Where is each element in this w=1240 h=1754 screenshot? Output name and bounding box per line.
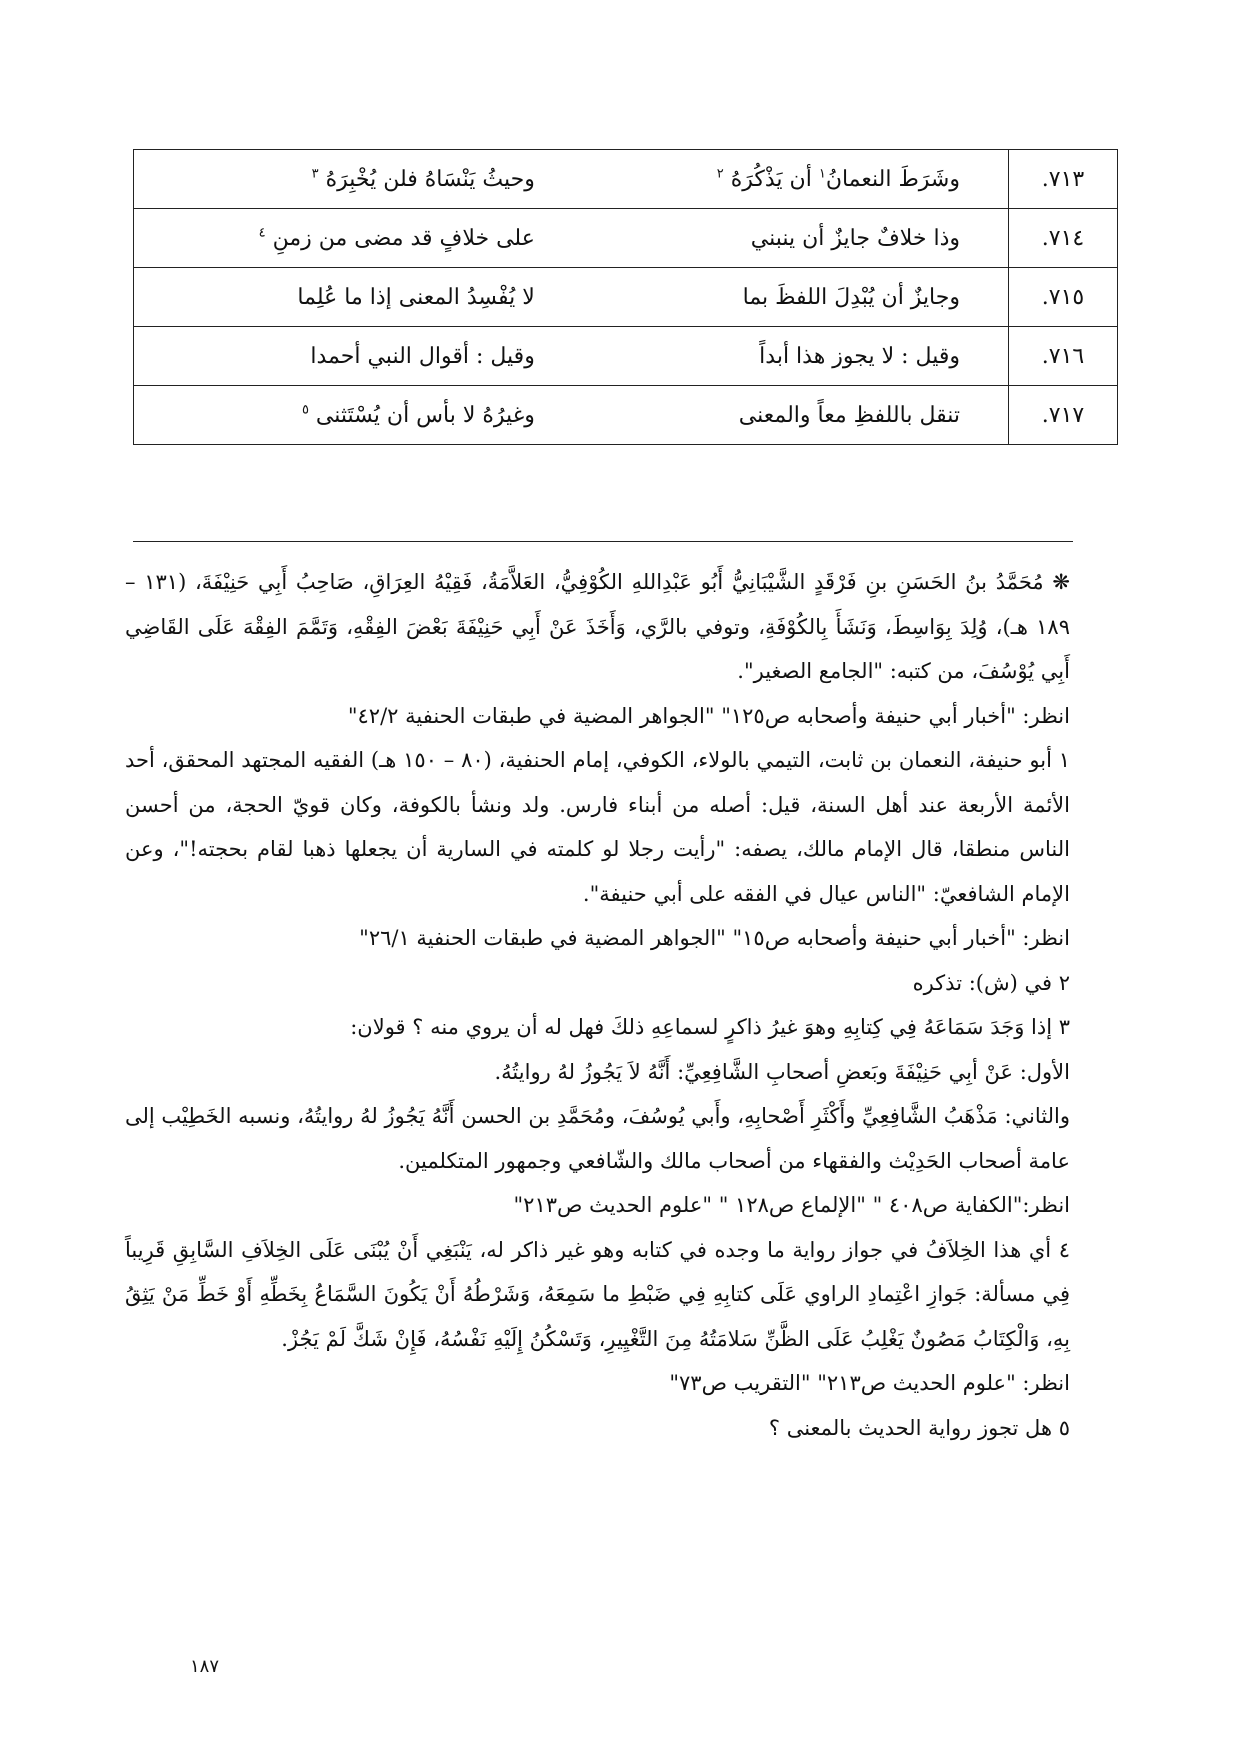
footnote-paragraph: انظر: "أخبار أبي حنيفة وأصحابه ص١٥" "الجواهر المضية في طبقات الحنفية ٢٦/١": [359, 926, 1070, 950]
footnote-paragraph: ٣ إذا وَجَدَ سَمَاعَهُ فِي كِتابِهِ وهوَ غيرُ ذاكرٍ لسماعِهِ ذلكَ فهل له أن يروي منه ؟ قولان:: [350, 1015, 1070, 1039]
verse-number: ٧١٧.: [1009, 386, 1118, 445]
footnote-separator: [133, 541, 1073, 542]
footnote-marker: ٥: [301, 402, 309, 418]
footnote-paragraph: ٥ هل تجوز رواية الحديث بالمعنى ؟: [768, 1415, 1070, 1440]
verse-row: [134, 209, 1118, 268]
footnote-paragraph: ١ أبو حنيفة، النعمان بن ثابت، التيمي بالولاء، الكوفي، إمام الحنفية، (٨٠ – ١٥٠ هـ) الفقيه المجتهد المحقق، أحد الأئمة الأربعة عند أهل السنة، قيل: أصله من أبناء فارس. ولد ونشأ بالكوفة، وكان قويّ الحجة، من أحسن الناس منطقا، قال الإمام مالك، يصفه: "رأيت رجلا لو كلمته في السارية أن يجعلها ذهبا لقام بحجته!"، وعن الإمام الشافعيّ: "الناس عيال في الفقه على أبي حنيفة".: [125, 748, 1070, 906]
verse-number: ٧١٦.: [1009, 327, 1118, 386]
poem-table: [133, 149, 1118, 445]
verse-first-hemistich: وذا خلافٌ جايزٌ أن ينبني: [615, 209, 1009, 268]
footnote-paragraph: والثاني: مَذْهَبُ الشَّافِعِيِّ وأَكْثَرِ أَصْحابِهِ، وأَبي يُوسُفَ، ومُحَمَّدِ بن الحسن أَنَّهُ يَجُوزُ لهُ روايتُهُ، ونسبه الخَطِيْب إلى عامة أصحاب الحَدِيْث والفقهاء من أصحاب مالك والشّافعي وجمهور المتكلمين.: [125, 1104, 1070, 1173]
verse-first-hemistich: وقيل : لا يجوز هذا أبداً: [615, 327, 1009, 386]
verse-row: [134, 150, 1118, 209]
verse-row: [134, 327, 1118, 386]
poem-rows: [134, 150, 1118, 445]
verse-first-hemistich: تنقل باللفظِ معاً والمعنى: [615, 386, 1009, 445]
footnote-paragraph: ٤ أي هذا الخِلاَفُ في جواز رواية ما وجده في كتابه وهو غير ذاكر له، يَنْبَغِي أَنْ يُبْنَى عَلَى الخِلاَفِ السَّابِقِ قَرِيباً فِي مسألة: جَوازِ اعْتِمادِ الراوي عَلَى كتابِهِ فِي ضَبْطِ ما سَمِعَهُ، وَشَرْطُهُ أَنْ يَكُونَ السَّمَاعُ بِخَطِّهِ أَوْ خَطِّ مَنْ يَثِقُ بِهِ، وَالْكِتَابُ مَصُونٌ يَغْلِبُ عَلَى الظَّنِّ سَلامَتُهُ مِنَ التَّغْيِيرِ، وَتَسْكُنُ إِلَيْهِ نَفْسُهُ، فَإِنْ شَكَّ لَمْ يَجُزْ.: [125, 1237, 1071, 1351]
verse-first-hemistich: وشَرَطَ النعمانُ$^١$ أن يَذْكُرَهُ $^٢$: [615, 150, 1009, 209]
verse-second-hemistich: وقيل : أقوال النبي أحمدا: [134, 327, 615, 386]
footnote-marker: ٢: [716, 166, 724, 182]
verse-row: [134, 386, 1118, 445]
footnote-paragraph: ❋ مُحَمَّدُ بنُ الحَسَنِ بنِ فَرْقَدٍ الشَّيْبَانِيُّ أَبُو عَبْدِاللهِ الكُوْفِيُّ، العَلاَّمَةُ، فَقِيْهُ العِرَاقِ، صَاحِبُ أَبِي حَنِيْفَةَ، (١٣١ – ١٨٩ هـ)، وُلِدَ بِوَاسِطَ، وَنَشَأَ بِالكُوْفَةِ، وتوفي بالرَّي، وَأَخَذَ عَنْ أَبِي حَنِيْفَةَ بَعْضَ الفِقْهِ، وَتَمَّمَ الفِقْهَ عَلَى القَاضِي أَبِي يُوْسُفَ، من كتبه: "الجامع الصغير".: [125, 570, 1070, 683]
footnote-marker: ٤: [258, 225, 266, 241]
verse-second-hemistich: لا يُفْسِدُ المعنى إذا ما عُلِما: [134, 268, 615, 327]
verse-number: ٧١٥.: [1009, 268, 1118, 327]
verse-first-hemistich: وجايزٌ أن يُبْدِلَ اللفظَ بما: [615, 268, 1009, 327]
page-number: ١٨٧: [190, 1656, 220, 1677]
footnotes-section: [125, 560, 1070, 1450]
verse-second-hemistich: على خلافٍ قد مضى من زمنِ $^٤$: [134, 209, 615, 268]
verse-number: ٧١٤.: [1009, 209, 1118, 268]
verse-second-hemistich: وحيثُ يَنْسَاهُ فلن يُخْبِرَهُ $^٣$: [134, 150, 615, 209]
footnote-marker: ٣: [311, 166, 319, 182]
verse-row: [134, 268, 1118, 327]
verse-second-hemistich: وغيرُهُ لا بأس أن يُسْتَثنى $^٥$: [134, 386, 615, 445]
footnote-paragraph: ٢ في (ش): تذكره: [912, 970, 1070, 995]
footnote-paragraph: انظر:"الكفاية ص٤٠٨ " "الإلماع ص١٢٨ " "علوم الحديث ص٢١٣": [513, 1193, 1070, 1217]
footnote-paragraph: انظر: "علوم الحديث ص٢١٣" "التقريب ص٧٣": [669, 1371, 1070, 1395]
footnote-paragraph: الأول: عَنْ أبِي حَنِيْفَةَ وبَعضِ أصحابِ الشَّافِعِيِّ: أَنَّهُ لاَ يَجُوزُ لهُ روايتُهُ.: [494, 1059, 1070, 1084]
footnote-marker: ١: [818, 166, 826, 182]
verse-number: ٧١٣.: [1009, 150, 1118, 209]
footnote-paragraph: انظر: "أخبار أبي حنيفة وأصحابه ص١٢٥" "الجواهر المضية في طبقات الحنفية ٤٢/٢": [347, 703, 1070, 728]
